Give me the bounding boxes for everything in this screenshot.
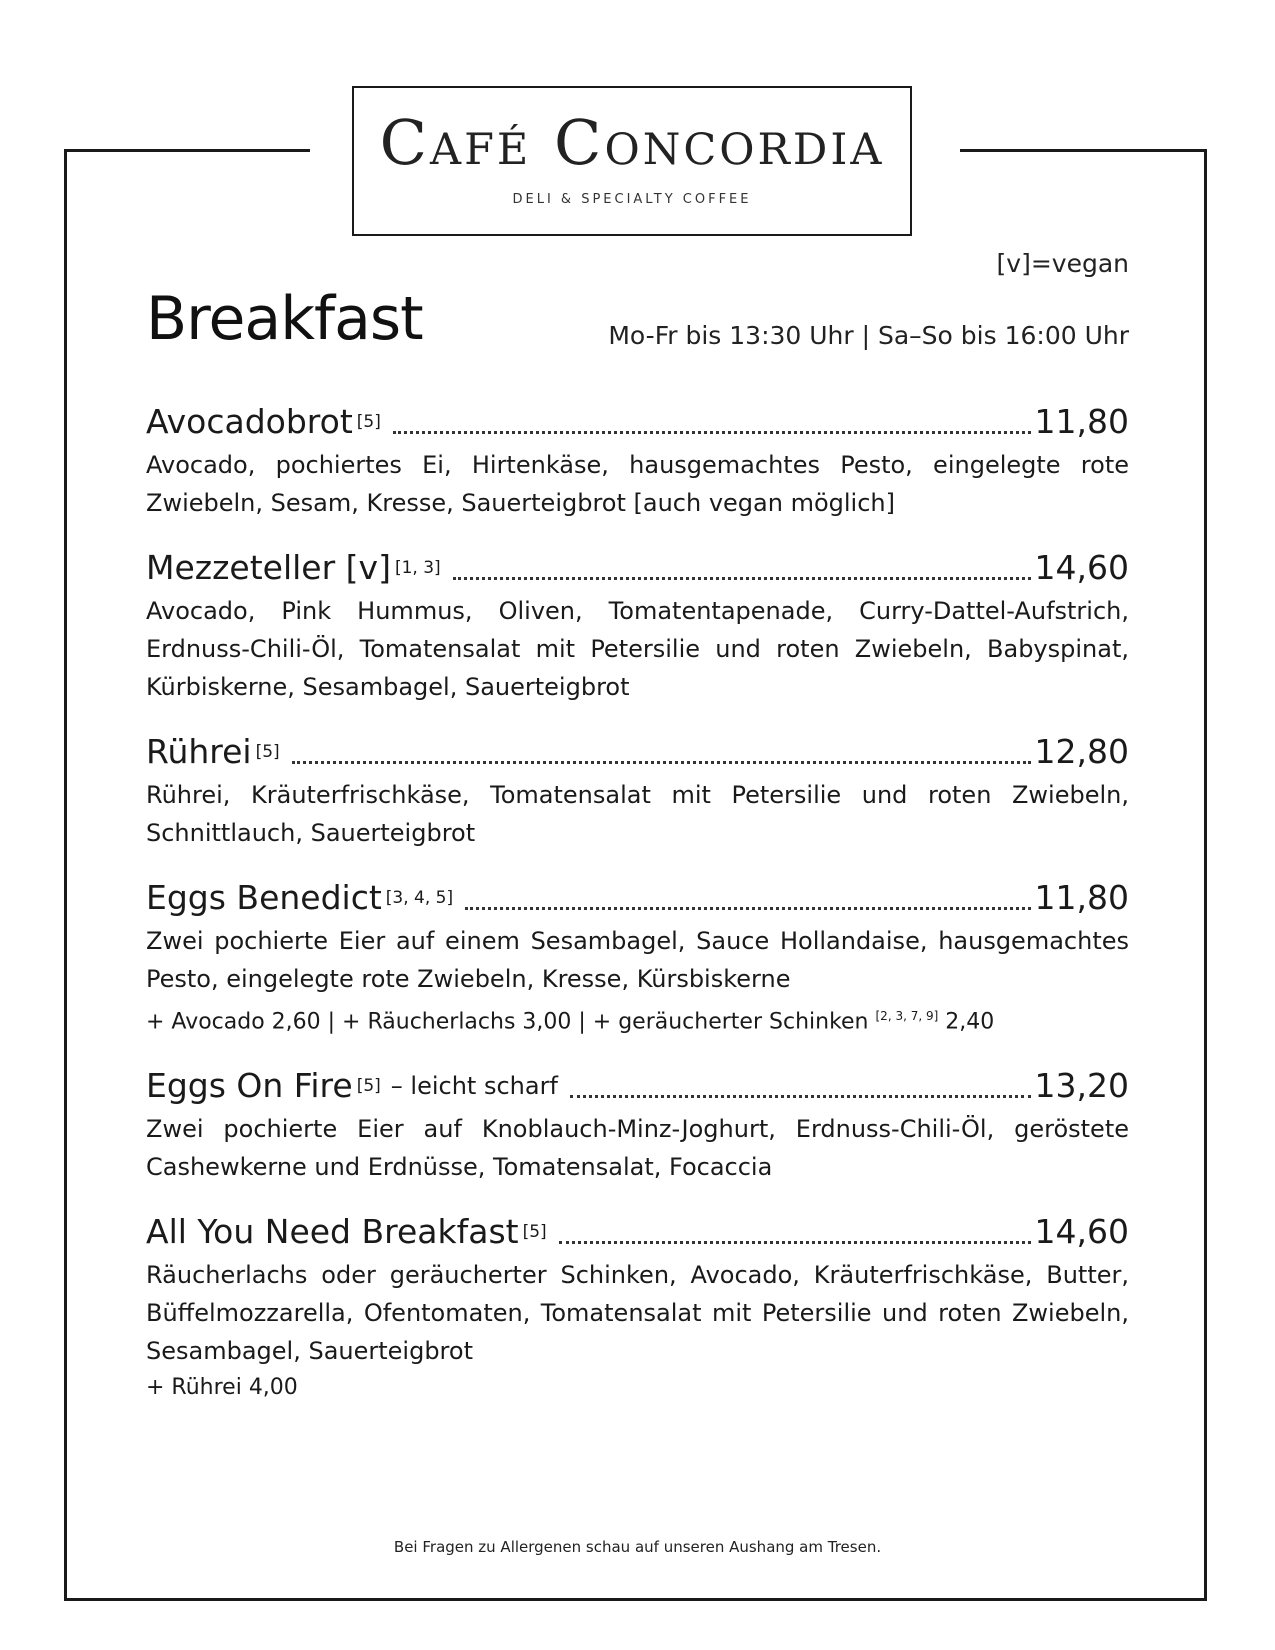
menu-item-price: 12,80 [1034, 732, 1129, 771]
menu-item-price: 13,20 [1034, 1066, 1129, 1106]
menu-item [146, 730, 1129, 852]
dot-leader [292, 761, 1031, 764]
menu-item [146, 546, 1129, 706]
allergen-footer-note: Bei Fragen zu Allergenen schau auf unseren Aushang am Tresen. [393, 1538, 882, 1556]
menu-item-name: Eggs On Fire [146, 1066, 353, 1106]
menu-item-allergens: [1, 3] [394, 558, 441, 578]
opening-hours: Mo-Fr bis 13:30 Uhr | Sa–So bis 16:00 Uhr [608, 321, 1129, 350]
menu-item-allergens: [5] [255, 742, 280, 762]
menu-item-name: All You Need Breakfast [146, 1212, 519, 1252]
menu-item-description: Avocado, pochiertes Ei, Hirtenkäse, hausgemachtes Pesto, eingelegte rote Zwiebeln, Sesam, Kresse, Sauerteigbrot [auch vegan möglich] [146, 451, 1129, 517]
logo-tagline: DELI & SPECIALTY COFFEE [512, 192, 752, 207]
menu-item-name: Mezzeteller [v] [146, 548, 391, 587]
dot-leader [393, 431, 1031, 434]
menu-item-header [146, 400, 1129, 444]
menu-item-description: Zwei pochierte Eier auf Knoblauch-Minz-Joghurt, Erdnuss-Chili-Öl, geröstete Cashewkerne und Erdnüsse, Tomatensalat, Focaccia [146, 1115, 1129, 1182]
menu-item [146, 1064, 1129, 1186]
logo-brand: Café Concordia [379, 106, 885, 179]
extras-price: 2,40 [945, 1009, 995, 1035]
menu-item-allergens: [5] [522, 1222, 547, 1243]
menu-item-extras: + Rührei 4,00 [146, 1375, 298, 1401]
dot-leader [559, 1241, 1031, 1244]
vegan-legend: [v]=vegan [996, 249, 1129, 278]
menu-item-header [146, 1064, 1129, 1108]
menu-items [146, 400, 1129, 1430]
menu-item-note: – leicht scharf [390, 1072, 558, 1101]
dot-leader [453, 577, 1031, 580]
menu-item-header [146, 1210, 1129, 1254]
menu-item [146, 400, 1129, 522]
menu-item-name: Avocadobrot [146, 402, 353, 441]
menu-item [146, 1210, 1129, 1406]
menu-item-name: Eggs Benedict [146, 878, 382, 917]
extras-text: + Avocado 2,60 | + Räucherlachs 3,00 | + geräucherter Schinken [146, 1009, 869, 1035]
menu-item [146, 876, 1129, 1040]
menu-item-allergens: [5] [356, 412, 381, 432]
menu-item-price: 11,80 [1034, 402, 1129, 441]
dot-leader [465, 907, 1030, 910]
menu-item-header [146, 730, 1129, 774]
menu-item-name: Rührei [146, 732, 252, 771]
menu-item-header [146, 876, 1129, 920]
menu-item-header [146, 546, 1129, 590]
menu-item-description: Rührei, Kräuterfrischkäse, Tomatensalat mit Petersilie und roten Zwiebeln, Schnittlauch, Sauerteigbrot [146, 781, 1129, 847]
dot-leader [570, 1095, 1031, 1098]
menu-item-extras [146, 998, 1129, 1040]
menu-item-description: Räucherlachs oder geräucherter Schinken, Avocado, Kräuterfrischkäse, Butter, Büffelmozzarella, Ofentomaten, Tomatensalat mit Petersilie und roten Zwiebeln, Sesambagel, Sauerteigbrot [146, 1261, 1129, 1366]
menu-item-description: Zwei pochierte Eier auf einem Sesambagel, Sauce Hollandaise, hausgemachtes Pesto, eingelegte rote Zwiebeln, Kresse, Kürsbiskerne [146, 927, 1129, 993]
menu-item-allergens: [3, 4, 5] [385, 888, 454, 908]
page-title: Breakfast [146, 284, 423, 354]
extras-allergens: [2, 3, 7, 9] [875, 1009, 939, 1023]
menu-item-price: 11,80 [1034, 878, 1129, 917]
cafe-logo [352, 86, 912, 236]
menu-item-description: Avocado, Pink Hummus, Oliven, Tomatentapenade, Curry-Dattel-Aufstrich, Erdnuss-Chili-Öl, Tomatensalat mit Petersilie und roten Zwiebeln, Babyspinat, Kürbiskerne, Sesambagel, Sauerteigbrot [146, 597, 1129, 701]
menu-item-price: 14,60 [1034, 548, 1129, 587]
menu-item-allergens: [5] [356, 1076, 381, 1097]
menu-item-price: 14,60 [1034, 1212, 1129, 1252]
